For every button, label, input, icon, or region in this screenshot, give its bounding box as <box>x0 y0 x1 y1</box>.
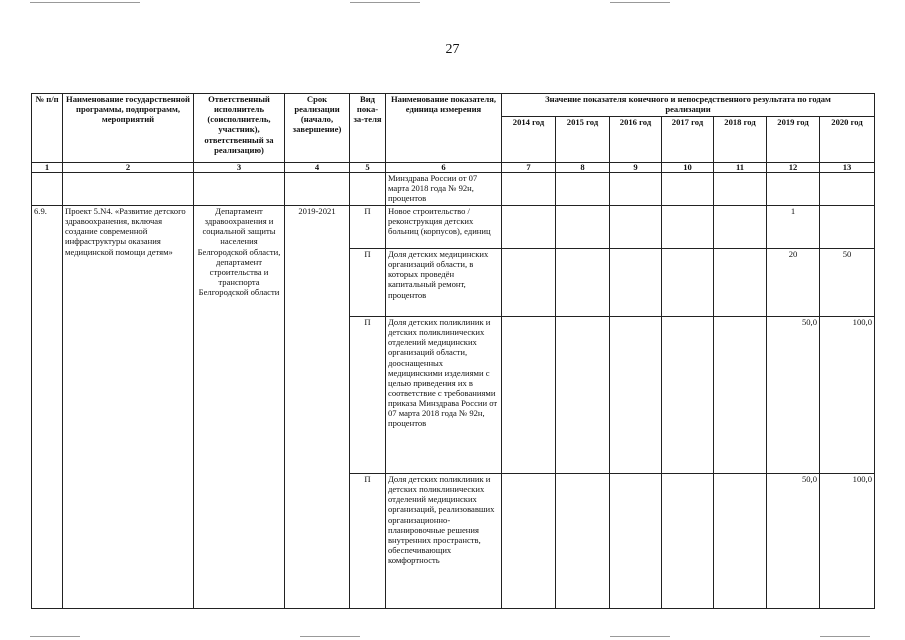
column-number: 11 <box>714 163 767 173</box>
column-number: 13 <box>820 163 875 173</box>
header-values-group: Значение показателя конечного и непосредственного результата по годам реализации <box>502 94 875 117</box>
header-program-name: Наименование государственной программы, подпрограмм, мероприятий <box>63 94 194 163</box>
header-year-2019: 2019 год <box>767 117 820 163</box>
indicator-table <box>31 93 875 609</box>
column-number: 10 <box>662 163 714 173</box>
column-number: 4 <box>285 163 350 173</box>
column-number: 7 <box>502 163 556 173</box>
header-indicator-name: Наименование показателя, единица измерения <box>386 94 502 163</box>
project-executor: Департамент здравоохранения и социальной защиты населения Белгородской области, департамент строительства и транспорта Белгородской области <box>194 206 285 609</box>
value-2019: 50,0 <box>767 474 820 609</box>
indicator-name: Доля детских поликлиник и детских поликлинических отделений медицинских организаций области, дооснащенных медицинскими изделиями с целью приведения их в соответствие с требованиями приказа Минздрава России от 07 марта 2018 года № 92н, процентов <box>386 317 502 474</box>
indicator-type: П <box>350 206 386 249</box>
indicator-name: Доля детских медицинских организаций области, в которых проведён капитальный ремонт, процентов <box>386 249 502 317</box>
header-year-2015: 2015 год <box>556 117 610 163</box>
column-number: 3 <box>194 163 285 173</box>
header-year-2020: 2020 год <box>820 117 875 163</box>
column-number: 1 <box>32 163 63 173</box>
indicator-type: П <box>350 474 386 609</box>
value-2019: 20 <box>767 249 820 317</box>
value-2020: 50 <box>820 249 875 317</box>
page-number: 27 <box>445 42 460 57</box>
project-period: 2019-2021 <box>285 206 350 609</box>
value-2020 <box>820 206 875 249</box>
header-year-2016: 2016 год <box>610 117 662 163</box>
value-2020: 100,0 <box>820 317 875 474</box>
table-row <box>32 206 875 249</box>
column-number-row <box>32 163 875 173</box>
header-year-2018: 2018 год <box>714 117 767 163</box>
indicator-name: Минздрава России от 07 марта 2018 года № 92н, процентов <box>386 173 502 206</box>
header-number: № п/п <box>32 94 63 163</box>
value-2019: 1 <box>767 206 820 249</box>
project-name: Проект 5.N4. «Развитие детского здравоохранения, включая создание современной инфраструктуры оказания медицинской помощи детям» <box>63 206 194 609</box>
column-number: 5 <box>350 163 386 173</box>
column-number: 8 <box>556 163 610 173</box>
header-period: Срок реализации (начало, завершение) <box>285 94 350 163</box>
header-year-2014: 2014 год <box>502 117 556 163</box>
project-number: 6.9. <box>32 206 63 609</box>
column-number: 6 <box>386 163 502 173</box>
column-number: 9 <box>610 163 662 173</box>
indicator-type: П <box>350 249 386 317</box>
indicator-name: Новое строительство / реконструкция детских больниц (корпусов), единиц <box>386 206 502 249</box>
value-2020: 100,0 <box>820 474 875 609</box>
header-executor: Ответственный исполнитель (соисполнитель, участник), ответственный за реализацию) <box>194 94 285 163</box>
column-number: 12 <box>767 163 820 173</box>
column-number: 2 <box>63 163 194 173</box>
header-indicator-type: Вид пока-за-теля <box>350 94 386 163</box>
indicator-name: Доля детских поликлиник и детских поликлинических отделений медицинских организаций, реализовавших организационно-планировочные решения внутренних пространств, обеспечивающих комфортность <box>386 474 502 609</box>
value-2019: 50,0 <box>767 317 820 474</box>
table-row <box>32 173 875 206</box>
indicator-type: П <box>350 317 386 474</box>
header-year-2017: 2017 год <box>662 117 714 163</box>
